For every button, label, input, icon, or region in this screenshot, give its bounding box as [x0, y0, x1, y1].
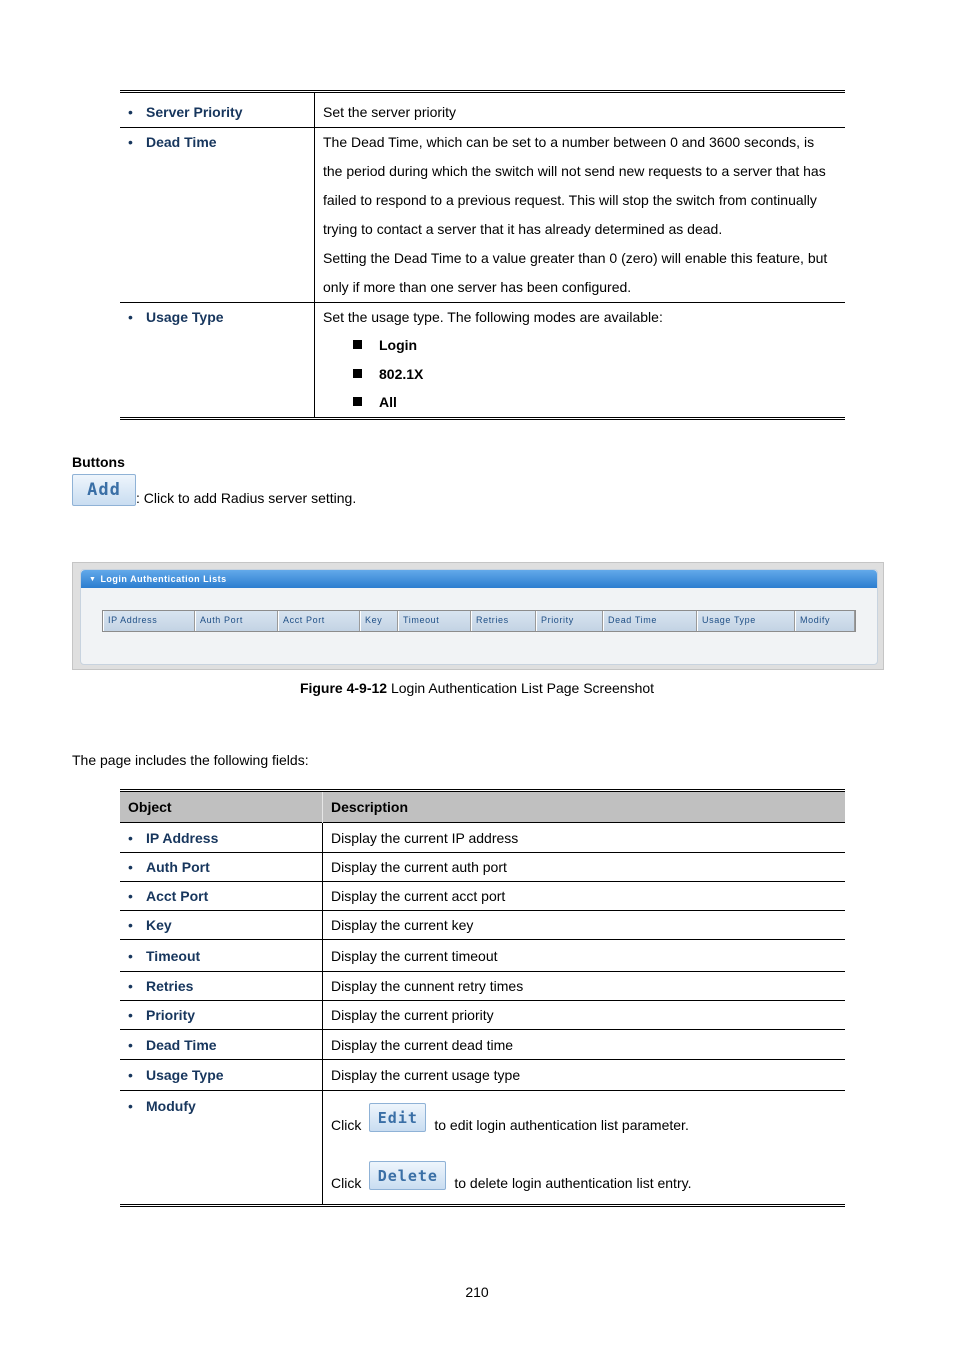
panel-title: Login Authentication Lists: [100, 574, 227, 584]
table-row: [120, 882, 845, 911]
column-header: Modify: [795, 611, 855, 631]
table-row: [120, 128, 845, 303]
column-header: Priority: [536, 611, 603, 631]
description-text: Display the current acct port: [323, 882, 846, 911]
mode-label: Login: [379, 337, 418, 353]
figure-caption-text: Login Authentication List Page Screenshot: [387, 680, 655, 696]
table-row: [120, 1060, 845, 1091]
object-dead-time: • Dead Time: [120, 134, 314, 150]
collapse-arrow-icon[interactable]: ▼: [89, 576, 97, 583]
edit-description: to edit login authentication list parameter.: [434, 1117, 689, 1133]
delete-row: [331, 1162, 839, 1192]
square-bullet-icon: [353, 340, 362, 349]
login-authentication-list-screenshot: [72, 562, 884, 670]
table-header-row: [120, 791, 845, 823]
table-row: [120, 972, 845, 1001]
panel-title-bar: [81, 570, 877, 588]
panel: [80, 569, 878, 665]
description-text: Set the server priority: [323, 104, 457, 120]
column-header: IP Address: [103, 611, 195, 631]
description-line: only if more than one server has been configured.: [323, 279, 632, 295]
square-bullet-icon: [353, 369, 362, 378]
add-description: : Click to add Radius server setting.: [136, 490, 357, 506]
object-acct-port: • Acct Port: [120, 888, 322, 904]
description-text: Display the current IP address: [323, 823, 846, 853]
column-header: Retries: [471, 611, 536, 631]
intro-text: The page includes the following fields:: [72, 752, 309, 768]
column-header: Acct Port: [278, 611, 360, 631]
fields-table: [120, 789, 845, 1207]
add-button[interactable]: Add: [72, 474, 136, 506]
header-description: Description: [323, 791, 846, 823]
mode-item: [323, 331, 839, 360]
mode-label: 802.1X: [379, 365, 424, 382]
add-button-row: [72, 474, 356, 506]
description-line: The Dead Time, which can be set to a number between 0 and 3600 seconds, is: [323, 134, 815, 150]
edit-button[interactable]: Edit: [369, 1103, 426, 1132]
column-header: Key: [360, 611, 398, 631]
description-line: trying to contact a server that it has already determined as dead.: [323, 221, 723, 237]
object-dead-time: • Dead Time: [120, 1037, 322, 1053]
description-text: Set the usage type. The following modes are available:: [323, 309, 663, 325]
object-key: • Key: [120, 917, 322, 933]
click-word: Click: [331, 1117, 362, 1133]
table-row: [120, 940, 845, 972]
column-header: Auth Port: [195, 611, 278, 631]
object-usage-type: • Usage Type: [120, 1067, 322, 1083]
object-auth-port: • Auth Port: [120, 859, 322, 875]
column-header: Timeout: [398, 611, 471, 631]
table-row: [120, 303, 845, 419]
mode-item: [323, 388, 839, 417]
table-row: [120, 92, 845, 128]
table-row-modify: [120, 1091, 845, 1206]
object-usage-type: • Usage Type: [120, 309, 314, 325]
description-text: Display the current priority: [323, 1001, 846, 1030]
object-priority: • Priority: [120, 1007, 322, 1023]
description-line: failed to respond to a previous request. This will stop the switch from continually: [323, 192, 817, 208]
object-server-priority: • Server Priority: [120, 104, 314, 120]
table-row: [120, 853, 845, 882]
column-header: Usage Type: [697, 611, 795, 631]
figure-label: Figure 4-9-12: [299, 680, 388, 696]
list-table-header: [102, 610, 856, 632]
delete-button[interactable]: Delete: [369, 1161, 446, 1190]
buttons-heading: Buttons: [72, 454, 125, 470]
object-retries: • Retries: [120, 978, 322, 994]
square-bullet-icon: [353, 397, 362, 406]
object-modify: • Modufy: [120, 1098, 322, 1114]
description-text: Display the current auth port: [323, 853, 846, 882]
delete-description: to delete login authentication list entry.: [454, 1175, 692, 1191]
page-number: 210: [465, 1284, 489, 1300]
column-header: Dead Time: [603, 611, 697, 631]
mode-label: All: [379, 394, 397, 410]
description-line: Setting the Dead Time to a value greater than 0 (zero) will enable this feature, but: [323, 250, 828, 266]
object-ip-address: • IP Address: [120, 830, 322, 846]
description-text: Display the current timeout: [323, 940, 846, 972]
header-object: Object: [120, 791, 323, 823]
table-row: [120, 1001, 845, 1030]
description-line: the period during which the switch will not send new requests to a server that has: [323, 163, 826, 179]
edit-row: [331, 1104, 839, 1134]
table-row: [120, 1030, 845, 1060]
mode-item: [323, 360, 839, 389]
description-text: Display the cunnent retry times: [323, 972, 846, 1001]
table-row: [120, 823, 845, 853]
figure-caption: [0, 680, 954, 696]
table-row: [120, 911, 845, 940]
parameter-table-top: [120, 90, 845, 420]
description-text: Display the current usage type: [323, 1060, 846, 1091]
object-timeout: • Timeout: [120, 948, 322, 964]
description-text: Display the current dead time: [323, 1030, 846, 1060]
description-text: Display the current key: [323, 911, 846, 940]
click-word: Click: [331, 1175, 362, 1191]
